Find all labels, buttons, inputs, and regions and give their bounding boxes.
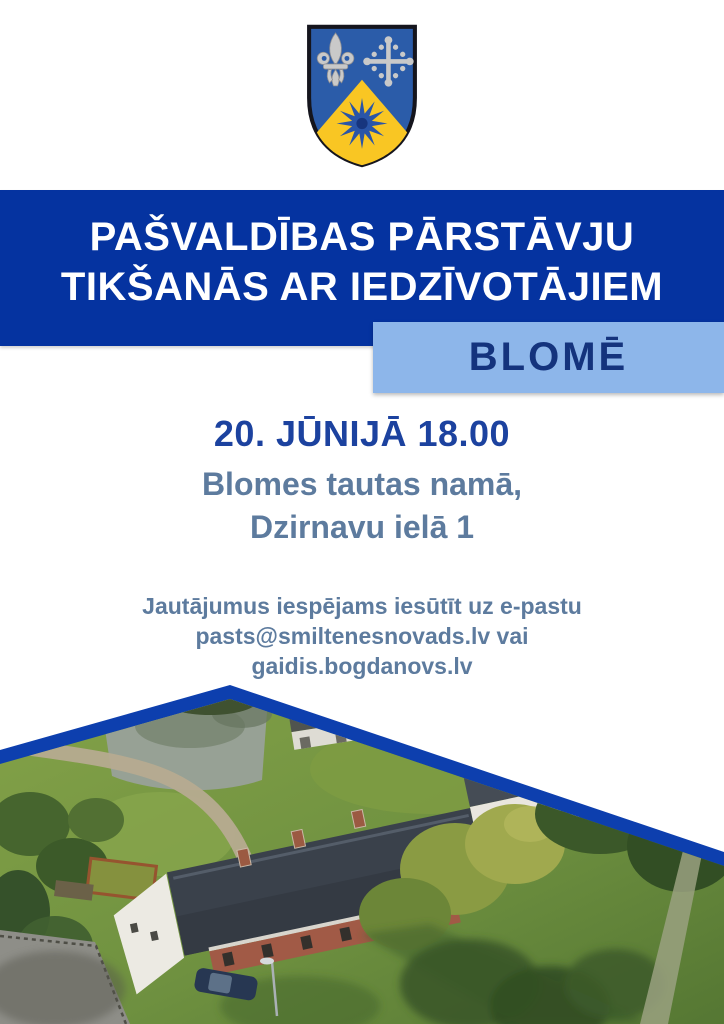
event-datetime: 20. JŪNIJĀ 18.00 [213, 413, 511, 454]
contact-line2: pasts@smiltenesnovads.lv vai [195, 623, 529, 649]
location-badge [373, 322, 724, 393]
location-badge-label: BLOMĒ [468, 335, 629, 379]
contact-line1: Jautājumus iespējams iesūtīt uz e-pastu [142, 593, 582, 619]
event-title-line1: PAŠVALDĪBAS PĀRSTĀVJU [89, 215, 635, 259]
aerial-photo [0, 684, 724, 1024]
event-title [0, 212, 724, 312]
coat-of-arms-icon [303, 20, 421, 170]
venue-line2: Dzirnavu ielā 1 [249, 509, 475, 545]
contact-note [0, 591, 724, 681]
event-title-line2: TIKŠANĀS AR IEDZĪVOTĀJIEM [60, 265, 664, 309]
contact-line3: gaidis.bogdanovs.lv [251, 653, 473, 679]
venue-line1: Blomes tautas namā, [201, 466, 523, 502]
